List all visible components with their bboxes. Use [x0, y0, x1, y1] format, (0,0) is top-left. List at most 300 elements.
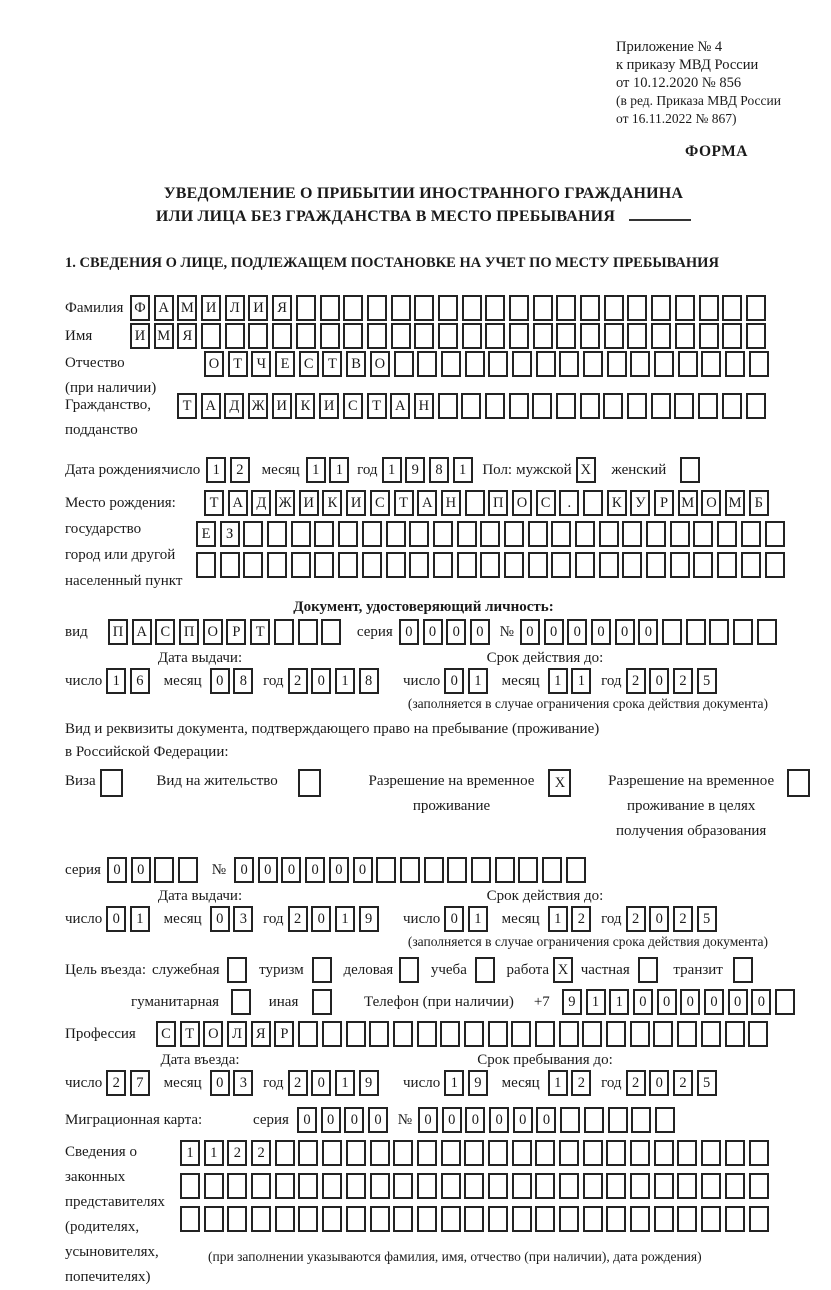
birth-place-cell[interactable]: Ж: [275, 490, 295, 516]
birth-place-cell[interactable]: [741, 552, 761, 578]
patronymic-cell[interactable]: [536, 351, 556, 377]
stay-day-cell[interactable]: 1: [444, 1070, 464, 1096]
surname-cell[interactable]: [675, 295, 695, 321]
birth-year-cell[interactable]: 1: [453, 457, 473, 483]
surname-cell[interactable]: И: [248, 295, 268, 321]
citizenship-cell[interactable]: С: [343, 393, 363, 419]
birth-place-cell[interactable]: [528, 552, 548, 578]
name-cell[interactable]: [627, 323, 647, 349]
reps-cell[interactable]: [322, 1173, 342, 1199]
reps-cell[interactable]: [749, 1173, 769, 1199]
reps-cell[interactable]: [417, 1206, 437, 1232]
birth-place-cell[interactable]: [693, 552, 713, 578]
citizenship-cell[interactable]: К: [295, 393, 315, 419]
phone-cell[interactable]: 1: [609, 989, 629, 1015]
surname-cell[interactable]: [580, 295, 600, 321]
name-cell[interactable]: [722, 323, 742, 349]
stay-month-cell[interactable]: 1: [548, 1070, 568, 1096]
phone-cell[interactable]: 0: [704, 989, 724, 1015]
phone-cell[interactable]: 0: [728, 989, 748, 1015]
name-cell[interactable]: [651, 323, 671, 349]
phone-cell[interactable]: 0: [633, 989, 653, 1015]
permit-issue-year-cell[interactable]: 0: [311, 906, 331, 932]
permit-valid-year-cell[interactable]: 5: [697, 906, 717, 932]
profession-cell[interactable]: [346, 1021, 366, 1047]
birth-place-cell[interactable]: [220, 552, 240, 578]
reps-cell[interactable]: [677, 1140, 697, 1166]
reps-cell[interactable]: [701, 1206, 721, 1232]
name-cell[interactable]: [414, 323, 434, 349]
permit-number-cell[interactable]: [447, 857, 467, 883]
patronymic-cell[interactable]: [725, 351, 745, 377]
doc-valid-month-cell[interactable]: 1: [571, 668, 591, 694]
phone-cell[interactable]: [775, 989, 795, 1015]
permit-issue-year-cell[interactable]: 9: [359, 906, 379, 932]
profession-cell[interactable]: [298, 1021, 318, 1047]
visa-cell[interactable]: [100, 769, 123, 797]
surname-cell[interactable]: [320, 295, 340, 321]
purpose-business-cell[interactable]: [399, 957, 419, 983]
surname-cell[interactable]: [414, 295, 434, 321]
permit-series-cell[interactable]: [154, 857, 174, 883]
birth-year-cell[interactable]: 1: [382, 457, 402, 483]
birth-place-cell[interactable]: .: [559, 490, 579, 516]
reps-cell[interactable]: [393, 1206, 413, 1232]
doc-series-cell[interactable]: 0: [470, 619, 490, 645]
permit-series-cell[interactable]: [178, 857, 198, 883]
birth-place-cell[interactable]: [243, 521, 263, 547]
entry-year-cell[interactable]: 0: [311, 1070, 331, 1096]
permit-number-cell[interactable]: 0: [305, 857, 325, 883]
birth-year-cell[interactable]: 9: [405, 457, 425, 483]
temp-permit-education-cell[interactable]: [787, 769, 810, 797]
birth-place-cell[interactable]: [291, 552, 311, 578]
profession-cell[interactable]: [511, 1021, 531, 1047]
entry-year-cell[interactable]: 1: [335, 1070, 355, 1096]
doc-type-cell[interactable]: О: [203, 619, 223, 645]
profession-cell[interactable]: Р: [274, 1021, 294, 1047]
name-cell[interactable]: [296, 323, 316, 349]
doc-type-cell[interactable]: Р: [226, 619, 246, 645]
birth-place-cell[interactable]: К: [322, 490, 342, 516]
birth-place-cell[interactable]: [670, 552, 690, 578]
reps-cell[interactable]: [583, 1206, 603, 1232]
entry-day-cell[interactable]: 2: [106, 1070, 126, 1096]
mc-number-cell[interactable]: 0: [489, 1107, 509, 1133]
profession-cell[interactable]: О: [203, 1021, 223, 1047]
patronymic-cell[interactable]: [701, 351, 721, 377]
mc-series-cell[interactable]: 0: [344, 1107, 364, 1133]
doc-series-cell[interactable]: 0: [423, 619, 443, 645]
mc-number-cell[interactable]: [560, 1107, 580, 1133]
permit-number-cell[interactable]: [542, 857, 562, 883]
doc-issue-month-cell[interactable]: 8: [233, 668, 253, 694]
citizenship-cell[interactable]: [651, 393, 671, 419]
surname-cell[interactable]: М: [177, 295, 197, 321]
doc-valid-year-cell[interactable]: 0: [649, 668, 669, 694]
birth-place-cell[interactable]: З: [220, 521, 240, 547]
purpose-transit-cell[interactable]: [733, 957, 753, 983]
citizenship-cell[interactable]: А: [201, 393, 221, 419]
citizenship-cell[interactable]: [674, 393, 694, 419]
birth-place-cell[interactable]: [575, 552, 595, 578]
surname-cell[interactable]: [462, 295, 482, 321]
birth-place-cell[interactable]: [196, 552, 216, 578]
birth-place-cell[interactable]: [599, 521, 619, 547]
reps-cell[interactable]: [559, 1173, 579, 1199]
surname-cell[interactable]: [651, 295, 671, 321]
purpose-tourism-cell[interactable]: [312, 957, 332, 983]
reps-cell[interactable]: [393, 1173, 413, 1199]
doc-number-cell[interactable]: [709, 619, 729, 645]
doc-series-cell[interactable]: 0: [399, 619, 419, 645]
mc-number-cell[interactable]: [584, 1107, 604, 1133]
birth-place-cell[interactable]: [693, 521, 713, 547]
doc-number-cell[interactable]: 0: [638, 619, 658, 645]
permit-valid-day-cell[interactable]: 0: [444, 906, 464, 932]
citizenship-cell[interactable]: И: [319, 393, 339, 419]
permit-issue-year-cell[interactable]: 1: [335, 906, 355, 932]
entry-month-cell[interactable]: 3: [233, 1070, 253, 1096]
profession-cell[interactable]: [369, 1021, 389, 1047]
permit-issue-year-cell[interactable]: 2: [288, 906, 308, 932]
reps-cell[interactable]: [464, 1140, 484, 1166]
name-cell[interactable]: [485, 323, 505, 349]
permit-valid-month-cell[interactable]: 2: [571, 906, 591, 932]
reps-cell[interactable]: [441, 1173, 461, 1199]
birth-place-cell[interactable]: [551, 552, 571, 578]
permit-valid-day-cell[interactable]: 1: [468, 906, 488, 932]
stay-year-cell[interactable]: 2: [626, 1070, 646, 1096]
profession-cell[interactable]: С: [156, 1021, 176, 1047]
doc-type-cell[interactable]: А: [132, 619, 152, 645]
permit-number-cell[interactable]: 0: [234, 857, 254, 883]
birth-place-cell[interactable]: [599, 552, 619, 578]
stay-month-cell[interactable]: 2: [571, 1070, 591, 1096]
reps-cell[interactable]: [275, 1140, 295, 1166]
birth-place-cell[interactable]: М: [725, 490, 745, 516]
permit-number-cell[interactable]: [376, 857, 396, 883]
surname-cell[interactable]: [627, 295, 647, 321]
reps-cell[interactable]: [749, 1140, 769, 1166]
patronymic-cell[interactable]: [630, 351, 650, 377]
reps-cell[interactable]: [725, 1140, 745, 1166]
reps-cell[interactable]: [654, 1140, 674, 1166]
reps-cell[interactable]: [346, 1206, 366, 1232]
reps-cell[interactable]: [227, 1173, 247, 1199]
mc-series-cell[interactable]: 0: [368, 1107, 388, 1133]
name-cell[interactable]: [367, 323, 387, 349]
patronymic-cell[interactable]: Т: [322, 351, 342, 377]
doc-number-cell[interactable]: [757, 619, 777, 645]
permit-number-cell[interactable]: [566, 857, 586, 883]
doc-valid-year-cell[interactable]: 2: [626, 668, 646, 694]
reps-cell[interactable]: [725, 1173, 745, 1199]
reps-cell[interactable]: [298, 1206, 318, 1232]
birth-place-cell[interactable]: С: [536, 490, 556, 516]
profession-cell[interactable]: [322, 1021, 342, 1047]
permit-issue-month-cell[interactable]: 3: [233, 906, 253, 932]
phone-cell[interactable]: 9: [562, 989, 582, 1015]
name-cell[interactable]: [509, 323, 529, 349]
mc-number-cell[interactable]: 0: [442, 1107, 462, 1133]
surname-cell[interactable]: А: [154, 295, 174, 321]
reps-cell[interactable]: [322, 1206, 342, 1232]
citizenship-cell[interactable]: Т: [367, 393, 387, 419]
permit-number-cell[interactable]: [495, 857, 515, 883]
surname-cell[interactable]: Ф: [130, 295, 150, 321]
birth-place-cell[interactable]: [646, 521, 666, 547]
reps-cell[interactable]: [677, 1173, 697, 1199]
birth-place-cell[interactable]: [362, 552, 382, 578]
phone-cell[interactable]: 0: [680, 989, 700, 1015]
doc-series-cell[interactable]: 0: [446, 619, 466, 645]
reps-cell[interactable]: [512, 1173, 532, 1199]
patronymic-cell[interactable]: [512, 351, 532, 377]
reps-cell[interactable]: [417, 1140, 437, 1166]
birth-place-cell[interactable]: С: [370, 490, 390, 516]
doc-number-cell[interactable]: 0: [520, 619, 540, 645]
entry-year-cell[interactable]: 2: [288, 1070, 308, 1096]
permit-number-cell[interactable]: [424, 857, 444, 883]
citizenship-cell[interactable]: [556, 393, 576, 419]
birth-place-cell[interactable]: Б: [749, 490, 769, 516]
reps-cell[interactable]: [488, 1173, 508, 1199]
reps-cell[interactable]: [583, 1140, 603, 1166]
profession-cell[interactable]: [701, 1021, 721, 1047]
patronymic-cell[interactable]: [394, 351, 414, 377]
reps-cell[interactable]: [654, 1206, 674, 1232]
purpose-other-cell[interactable]: [312, 989, 332, 1015]
mc-number-cell[interactable]: [608, 1107, 628, 1133]
birth-place-cell[interactable]: И: [346, 490, 366, 516]
birth-place-cell[interactable]: Р: [654, 490, 674, 516]
name-cell[interactable]: М: [154, 323, 174, 349]
citizenship-cell[interactable]: И: [272, 393, 292, 419]
reps-cell[interactable]: 1: [204, 1140, 224, 1166]
stay-year-cell[interactable]: 0: [649, 1070, 669, 1096]
birth-year-cell[interactable]: 8: [429, 457, 449, 483]
entry-month-cell[interactable]: 0: [210, 1070, 230, 1096]
patronymic-cell[interactable]: [488, 351, 508, 377]
name-cell[interactable]: [272, 323, 292, 349]
birth-place-cell[interactable]: [528, 521, 548, 547]
birth-place-cell[interactable]: У: [630, 490, 650, 516]
profession-cell[interactable]: [464, 1021, 484, 1047]
doc-valid-day-cell[interactable]: 1: [468, 668, 488, 694]
birth-place-cell[interactable]: О: [512, 490, 532, 516]
doc-number-cell[interactable]: [686, 619, 706, 645]
birth-place-cell[interactable]: [504, 552, 524, 578]
birth-place-cell[interactable]: [409, 521, 429, 547]
reps-cell[interactable]: [180, 1206, 200, 1232]
surname-cell[interactable]: Л: [225, 295, 245, 321]
profession-cell[interactable]: [417, 1021, 437, 1047]
reps-cell[interactable]: [464, 1173, 484, 1199]
birth-place-cell[interactable]: [433, 552, 453, 578]
entry-day-cell[interactable]: 7: [130, 1070, 150, 1096]
profession-cell[interactable]: [393, 1021, 413, 1047]
name-cell[interactable]: [675, 323, 695, 349]
reps-cell[interactable]: [441, 1140, 461, 1166]
citizenship-cell[interactable]: [438, 393, 458, 419]
patronymic-cell[interactable]: Е: [275, 351, 295, 377]
surname-cell[interactable]: [485, 295, 505, 321]
patronymic-cell[interactable]: [417, 351, 437, 377]
citizenship-cell[interactable]: Ж: [248, 393, 268, 419]
surname-cell[interactable]: [746, 295, 766, 321]
phone-cell[interactable]: 1: [586, 989, 606, 1015]
mc-series-cell[interactable]: 0: [297, 1107, 317, 1133]
reps-cell[interactable]: [654, 1173, 674, 1199]
birth-day-cell[interactable]: 2: [230, 457, 250, 483]
purpose-humanitarian-cell[interactable]: [231, 989, 251, 1015]
birth-place-cell[interactable]: [765, 521, 785, 547]
permit-number-cell[interactable]: 0: [281, 857, 301, 883]
profession-cell[interactable]: [677, 1021, 697, 1047]
reps-cell[interactable]: [275, 1173, 295, 1199]
purpose-work-cell[interactable]: X: [553, 957, 573, 983]
birth-place-cell[interactable]: [433, 521, 453, 547]
birth-place-cell[interactable]: К: [607, 490, 627, 516]
reps-cell[interactable]: [464, 1206, 484, 1232]
doc-number-cell[interactable]: 0: [567, 619, 587, 645]
doc-number-cell[interactable]: 0: [615, 619, 635, 645]
doc-issue-year-cell[interactable]: 2: [288, 668, 308, 694]
profession-cell[interactable]: [488, 1021, 508, 1047]
reps-cell[interactable]: [346, 1173, 366, 1199]
birth-place-cell[interactable]: [717, 552, 737, 578]
doc-type-cell[interactable]: П: [108, 619, 128, 645]
birth-place-cell[interactable]: [583, 490, 603, 516]
permit-issue-month-cell[interactable]: 0: [210, 906, 230, 932]
birth-place-cell[interactable]: [314, 521, 334, 547]
permit-valid-month-cell[interactable]: 1: [548, 906, 568, 932]
reps-cell[interactable]: 2: [251, 1140, 271, 1166]
permit-series-cell[interactable]: 0: [107, 857, 127, 883]
birth-place-cell[interactable]: [741, 521, 761, 547]
birth-place-cell[interactable]: [314, 552, 334, 578]
citizenship-cell[interactable]: [603, 393, 623, 419]
doc-number-cell[interactable]: [733, 619, 753, 645]
reps-cell[interactable]: [417, 1173, 437, 1199]
name-cell[interactable]: [556, 323, 576, 349]
birth-place-cell[interactable]: [338, 552, 358, 578]
citizenship-cell[interactable]: [627, 393, 647, 419]
citizenship-cell[interactable]: [746, 393, 766, 419]
patronymic-cell[interactable]: [678, 351, 698, 377]
stay-year-cell[interactable]: 2: [673, 1070, 693, 1096]
birth-place-cell[interactable]: [575, 521, 595, 547]
birth-place-cell[interactable]: А: [417, 490, 437, 516]
sex-male-cell[interactable]: X: [576, 457, 596, 483]
mc-number-cell[interactable]: 0: [513, 1107, 533, 1133]
purpose-private-cell[interactable]: [638, 957, 658, 983]
temp-residence-permit-cell[interactable]: X: [548, 769, 571, 797]
birth-place-cell[interactable]: [504, 521, 524, 547]
profession-cell[interactable]: [582, 1021, 602, 1047]
reps-cell[interactable]: [512, 1140, 532, 1166]
surname-cell[interactable]: [391, 295, 411, 321]
reps-cell[interactable]: [298, 1173, 318, 1199]
doc-number-cell[interactable]: 0: [544, 619, 564, 645]
reps-cell[interactable]: [512, 1206, 532, 1232]
surname-cell[interactable]: [296, 295, 316, 321]
citizenship-cell[interactable]: [532, 393, 552, 419]
phone-cell[interactable]: 0: [657, 989, 677, 1015]
patronymic-cell[interactable]: [654, 351, 674, 377]
citizenship-cell[interactable]: Т: [177, 393, 197, 419]
doc-issue-day-cell[interactable]: 6: [130, 668, 150, 694]
name-cell[interactable]: И: [130, 323, 150, 349]
mc-number-cell[interactable]: [631, 1107, 651, 1133]
birth-place-cell[interactable]: [267, 552, 287, 578]
permit-number-cell[interactable]: [471, 857, 491, 883]
citizenship-cell[interactable]: [461, 393, 481, 419]
birth-place-cell[interactable]: [765, 552, 785, 578]
birth-place-cell[interactable]: [670, 521, 690, 547]
profession-cell[interactable]: [606, 1021, 626, 1047]
birth-place-cell[interactable]: [717, 521, 737, 547]
birth-place-cell[interactable]: [386, 552, 406, 578]
birth-place-cell[interactable]: [622, 521, 642, 547]
patronymic-cell[interactable]: [749, 351, 769, 377]
reps-cell[interactable]: [251, 1173, 271, 1199]
permit-number-cell[interactable]: 0: [353, 857, 373, 883]
profession-cell[interactable]: Я: [251, 1021, 271, 1047]
reps-cell[interactable]: [204, 1206, 224, 1232]
reps-cell[interactable]: [630, 1206, 650, 1232]
birth-place-cell[interactable]: А: [228, 490, 248, 516]
birth-place-cell[interactable]: О: [701, 490, 721, 516]
reps-cell[interactable]: [180, 1173, 200, 1199]
birth-place-cell[interactable]: Т: [394, 490, 414, 516]
birth-place-cell[interactable]: Н: [441, 490, 461, 516]
doc-type-cell[interactable]: [274, 619, 294, 645]
permit-valid-year-cell[interactable]: 2: [673, 906, 693, 932]
reps-cell[interactable]: [606, 1140, 626, 1166]
stay-day-cell[interactable]: 9: [468, 1070, 488, 1096]
surname-cell[interactable]: Я: [272, 295, 292, 321]
citizenship-cell[interactable]: А: [390, 393, 410, 419]
citizenship-cell[interactable]: Н: [414, 393, 434, 419]
mc-number-cell[interactable]: 0: [418, 1107, 438, 1133]
reps-cell[interactable]: 1: [180, 1140, 200, 1166]
doc-valid-day-cell[interactable]: 0: [444, 668, 464, 694]
profession-cell[interactable]: [653, 1021, 673, 1047]
name-cell[interactable]: [391, 323, 411, 349]
name-cell[interactable]: [201, 323, 221, 349]
reps-cell[interactable]: [749, 1206, 769, 1232]
reps-cell[interactable]: [227, 1206, 247, 1232]
profession-cell[interactable]: [748, 1021, 768, 1047]
patronymic-cell[interactable]: С: [299, 351, 319, 377]
reps-cell[interactable]: [488, 1140, 508, 1166]
doc-issue-year-cell[interactable]: 1: [335, 668, 355, 694]
reps-cell[interactable]: [535, 1140, 555, 1166]
birth-place-cell[interactable]: [338, 521, 358, 547]
reps-cell[interactable]: [559, 1206, 579, 1232]
patronymic-cell[interactable]: Ч: [251, 351, 271, 377]
name-cell[interactable]: [248, 323, 268, 349]
reps-cell[interactable]: [370, 1140, 390, 1166]
name-cell[interactable]: [320, 323, 340, 349]
reps-cell[interactable]: [370, 1206, 390, 1232]
patronymic-cell[interactable]: О: [370, 351, 390, 377]
birth-place-cell[interactable]: [465, 490, 485, 516]
doc-issue-month-cell[interactable]: 0: [210, 668, 230, 694]
birth-place-cell[interactable]: [362, 521, 382, 547]
